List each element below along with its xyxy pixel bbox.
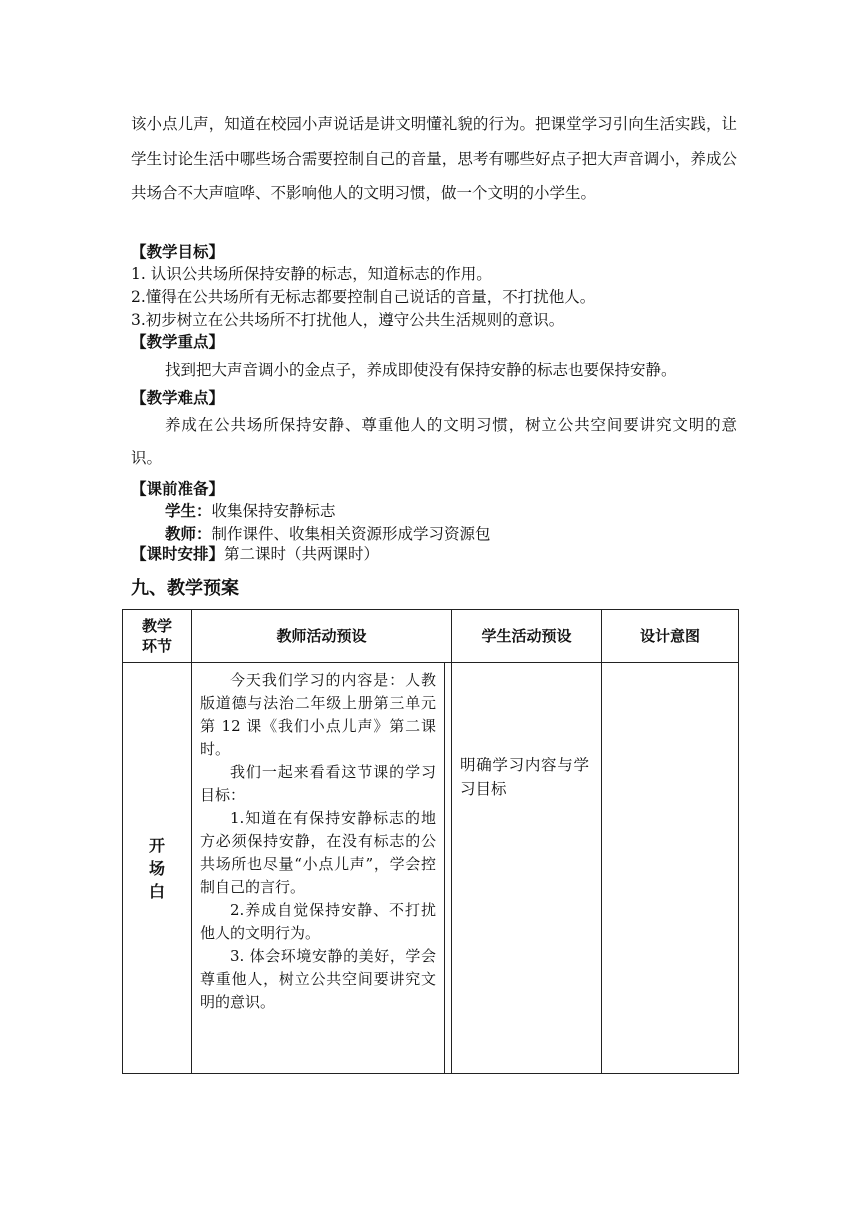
goal-item: 2.懂得在公共场所有无标志都要控制自己说话的音量，不打扰他人。 [131, 288, 596, 306]
lesson-plan-table [122, 609, 739, 1074]
prep-heading: 【课前准备】 [131, 480, 225, 498]
teacher-paragraph: 1.知道在有保持安静标志的地方必须保持安静，在没有标志的公共场所也尽量“小点儿声”，学会控制自己的言行。 [200, 809, 436, 896]
section-title: 九、教学预案 [131, 578, 239, 599]
prep-student-label: 学生： [165, 502, 212, 520]
student-activity-cell [452, 663, 602, 1074]
table-row [123, 663, 739, 1074]
goals-heading: 【教学目标】 [131, 243, 225, 261]
focus-heading: 【教学重点】 [131, 333, 225, 351]
header-teacher-activity: 教师活动预设 [192, 610, 452, 663]
prep-student-line [165, 500, 336, 522]
prep-teacher-label: 教师： [165, 525, 212, 543]
header-design-intent: 设计意图 [602, 610, 739, 663]
difficulty-text: 养成在公共场所保持安静、尊重他人的文明习惯，树立公共空间要讲究文明的意识。 [131, 416, 737, 467]
focus-text: 找到把大声音调小的金点子，养成即使没有保持安静的标志也要保持安静。 [165, 361, 677, 379]
intro-paragraph: 该小点儿声，知道在校园小声说话是讲文明懂礼貌的行为。把课堂学习引向生活实践，让学生讨论生活中哪些场合需要控制自己的音量，思考有哪些好点子把大声音调小，养成公共场合不大声喧哗、不影响他人的文明习惯，做一个文明的小学生。 [131, 115, 737, 202]
goal-item: 3.初步树立在公共场所不打扰他人，遵守公共生活规则的意识。 [131, 311, 565, 329]
design-intent-cell [602, 663, 739, 1074]
teacher-paragraph: 我们一起来看看这节课的学习目标： [200, 763, 436, 804]
teacher-paragraph: 3. 体会环境安静的美好，学会尊重他人，树立公共空间要讲究文明的意识。 [200, 947, 436, 1011]
stage-label: 开场白 [148, 835, 165, 901]
goal-item: 1. 认识公共场所保持安静的标志，知道标志的作用。 [131, 265, 492, 283]
prep-student-text: 收集保持安静标志 [211, 502, 336, 520]
student-activity-text: 明确学习内容与学习目标 [460, 756, 589, 798]
table-header-row [123, 610, 739, 663]
header-stage: 教学环节 [123, 610, 192, 663]
prep-teacher-text: 制作课件、收集相关资源形成学习资源包 [211, 525, 491, 543]
difficulty-heading: 【教学难点】 [131, 389, 225, 407]
stage-cell [123, 663, 192, 1074]
schedule-text: 第二课时（共两课时） [224, 545, 380, 563]
schedule-heading: 【课时安排】 [131, 545, 225, 563]
header-student-activity: 学生活动预设 [452, 610, 602, 663]
schedule-line [131, 543, 379, 565]
teacher-paragraph: 今天我们学习的内容是：人教版道德与法治二年级上册第三单元第 12 课《我们小点儿声》第二课时。 [200, 671, 436, 758]
teacher-activity-box [192, 663, 445, 1073]
teacher-activity-cell [192, 663, 452, 1074]
prep-teacher-line [165, 523, 491, 545]
teacher-paragraph: 2.养成自觉保持安静、不打扰他人的文明行为。 [200, 901, 436, 942]
